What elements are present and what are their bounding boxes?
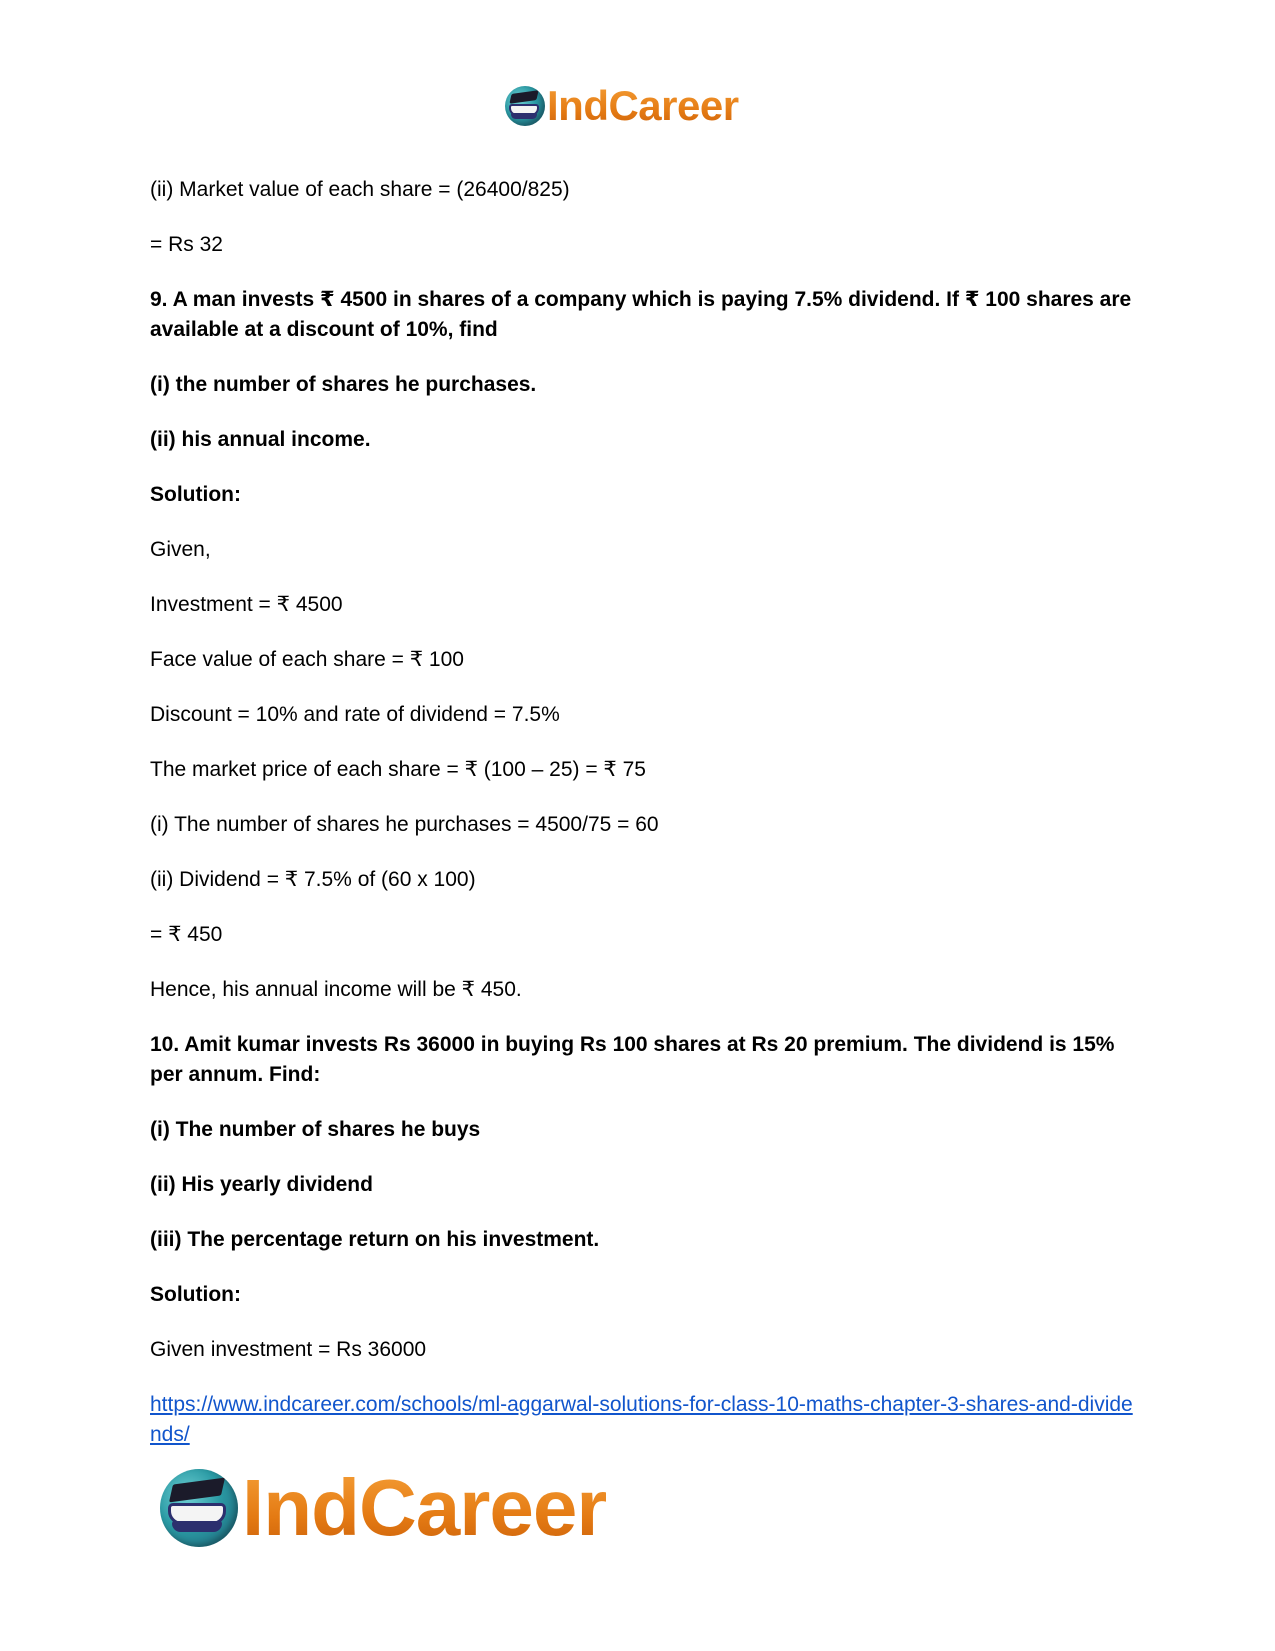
header-logo-text: IndCareer [547, 80, 739, 132]
footer-logo [160, 1462, 606, 1554]
paragraph: Given, [150, 538, 211, 561]
paragraph: (ii) Market value of each share = (26400/825) [150, 178, 570, 201]
header-logo [505, 80, 739, 132]
graduation-book-icon [505, 86, 545, 126]
paragraph: Face value of each share = ₹ 100 [150, 648, 464, 671]
question-heading: 9. A man invests ₹ 4500 in shares of a company which is paying 7.5% dividend. If ₹ 100 shares are available at a discount of 10%, find [150, 288, 1132, 341]
paragraph: (i) The number of shares he purchases = 4500/75 = 60 [150, 813, 659, 836]
question-part: (iii) The percentage return on his investment. [150, 1228, 600, 1251]
graduation-book-icon [160, 1469, 238, 1547]
question-part: (ii) his annual income. [150, 428, 371, 451]
paragraph: The market price of each share = ₹ (100 – 25) = ₹ 75 [150, 758, 646, 781]
question-heading: 10. Amit kumar invests Rs 36000 in buying Rs 100 shares at Rs 20 premium. The dividend is 15% per annum. Find: [150, 1033, 1115, 1086]
paragraph: Given investment = Rs 36000 [150, 1338, 427, 1361]
footer-logo-text: IndCareer [242, 1463, 607, 1552]
document-content [150, 175, 1135, 1450]
paragraph: Investment = ₹ 4500 [150, 593, 343, 616]
solution-heading: Solution: [150, 483, 241, 506]
paragraph: = Rs 32 [150, 233, 223, 256]
paragraph: = ₹ 450 [150, 923, 223, 946]
source-link[interactable]: https://www.indcareer.com/schools/ml-aggarwal-solutions-for-class-10-maths-chapter-3-shares-and-dividends/ [150, 1393, 1133, 1446]
paragraph: (ii) Dividend = ₹ 7.5% of (60 x 100) [150, 868, 476, 891]
question-part: (i) The number of shares he buys [150, 1118, 481, 1141]
paragraph: Discount = 10% and rate of dividend = 7.5% [150, 703, 560, 726]
question-part: (ii) His yearly dividend [150, 1173, 373, 1196]
solution-heading: Solution: [150, 1283, 241, 1306]
question-part: (i) the number of shares he purchases. [150, 373, 537, 396]
paragraph: Hence, his annual income will be ₹ 450. [150, 978, 522, 1001]
